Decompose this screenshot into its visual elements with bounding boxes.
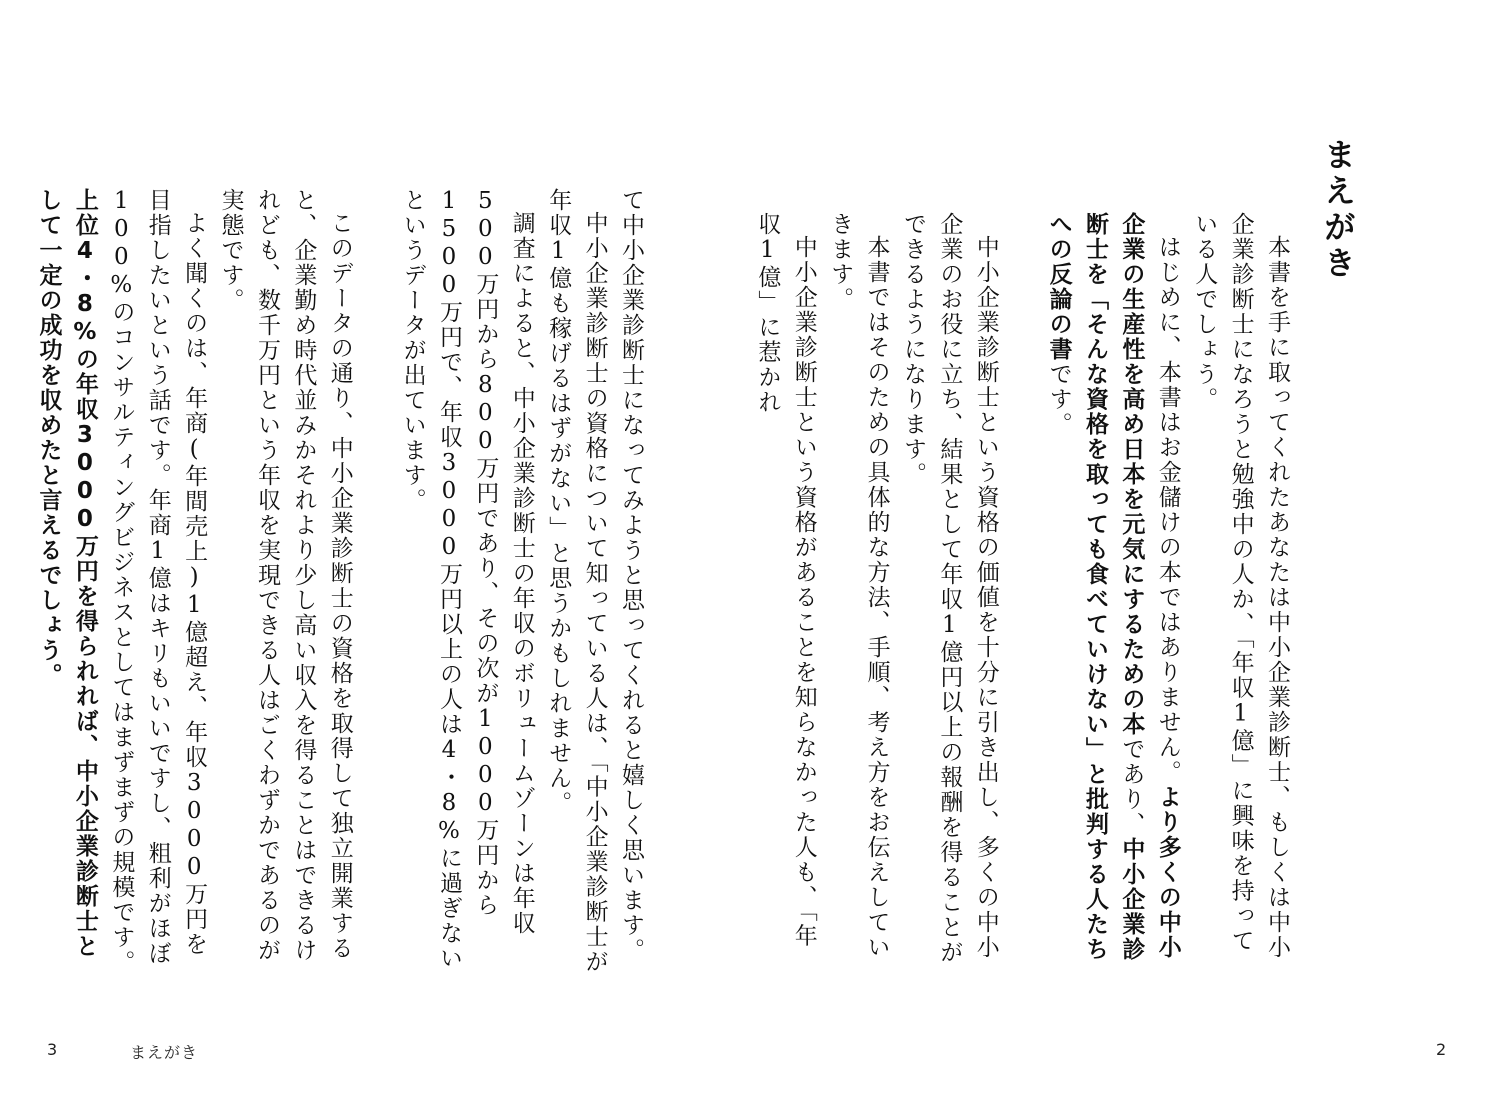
- paragraph-6: 中小企業診断士の資格について知っている人は、「中小企業診断士が年収1億も稼げるはずがない」と思うかもしれません。: [545, 188, 608, 975]
- left-page-body: [35, 188, 649, 980]
- paragraph-2-text-a: はじめに、本書はお金儲けの本ではありません。: [1154, 235, 1181, 785]
- paragraph-1: 本書を手に取ってくれたあなたは中小企業診断士、もしくは中小企業診断士になろうと勉強中の人か、「年収1億」に興味を持っている人でしょう。: [1191, 212, 1290, 960]
- page-number-left: 3: [47, 1040, 58, 1059]
- paragraph-5-start: 中小企業診断士という資格があることを知らなかった人も、「年収1億」に惹かれ: [754, 212, 817, 949]
- running-head: まえがき: [130, 1043, 199, 1062]
- right-page: [750, 0, 1500, 1101]
- paragraph-3: 中小企業診断士という資格の価値を十分に引き出し、多くの中小企業のお役に立ち、結果として年収1億円以上の報酬を得ることができるようになります。: [899, 212, 999, 965]
- paragraph-2: [1040, 212, 1186, 972]
- paragraph-2-bold-d: 中小企業診断士を「そんな資格を取っても食べていけない」と批判する人たちへの反論の書: [1045, 212, 1145, 962]
- paragraph-4: 本書ではそのための具体的な方法、手順、考え方をお伝えしていきます。: [827, 212, 890, 960]
- paragraph-2-text-c: であり、: [1118, 737, 1145, 837]
- paragraph-2-text-e: です。: [1045, 362, 1072, 437]
- paragraph-9-bold-b: 上位4・8%の年収3000万円を得られれば、中小企業診断士として一定の成功を収めたと言えるでしょう。: [35, 188, 98, 959]
- page-number-right: 2: [1436, 1040, 1447, 1059]
- chapter-title: まえがき: [1319, 138, 1357, 282]
- paragraph-5-continued: て中小企業診断士になってみようと思ってくれると嬉しく思います。: [618, 188, 644, 963]
- paragraph-7: 調査によると、中小企業診断士の年収のボリュームゾーンは年収500万円から800万円であり、その次が1000万円から1500万円で、年収3000万円以上の人は4・8%に過ぎないというデータが出ています。: [399, 188, 535, 971]
- paragraph-9-text-a: よく聞くのは、年商(年間売上)1億超え、年収3000万円を目指したいという話です。年商1億はキリもいいですし、粗利がほぼ100%のコンサルティングビジネスとしてはまずまずの規模です。: [108, 188, 208, 975]
- paragraph-8: このデータの通り、中小企業診断士の資格を取得して独立開業すると、企業勤め時代並みかそれより少し高い収入を得ることはできるけれども、数千万円という年収を実現できる人はごくわずかであるのが実態です。: [217, 188, 353, 963]
- right-page-body: [754, 212, 1295, 972]
- paragraph-9: [30, 188, 212, 980]
- paragraph-2-bold-b: より多くの中小企業の生産性を高め日本を元気にするための本: [1118, 212, 1181, 960]
